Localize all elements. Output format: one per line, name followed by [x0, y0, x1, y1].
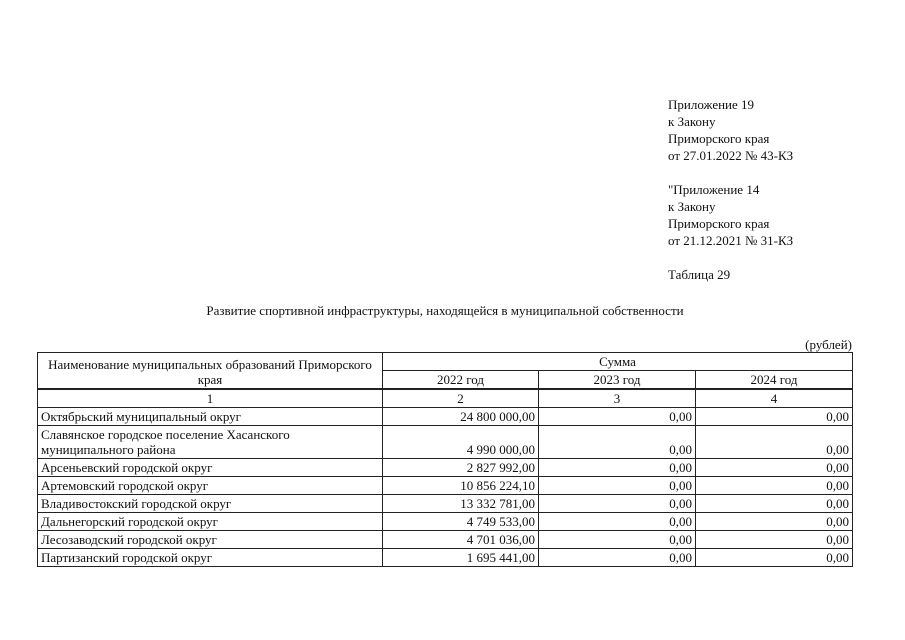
amount-2023: 0,00 — [539, 495, 696, 513]
document-title: Развитие спортивной инфраструктуры, находящейся в муниципальной собственности — [206, 303, 684, 318]
amount-2022: 2 827 992,00 — [383, 459, 539, 477]
prev-appendix-date-number: от 21.12.2021 № 31-КЗ — [668, 233, 794, 248]
amount-2023: 0,00 — [539, 426, 696, 459]
table-row — [38, 495, 853, 513]
municipality-name: Арсеньевский городской округ — [38, 459, 383, 477]
column-number: 3 — [539, 389, 696, 408]
amount-2024: 0,00 — [696, 495, 853, 513]
appendix-date-number: от 27.01.2022 № 43-КЗ — [668, 148, 794, 163]
municipality-name: Партизанский городской округ — [38, 549, 383, 567]
table-row — [38, 477, 853, 495]
appendix-law-ref: к Закону — [668, 114, 716, 129]
amount-2024: 0,00 — [696, 459, 853, 477]
municipality-name: Артемовский городской округ — [38, 477, 383, 495]
table-row — [38, 513, 853, 531]
amount-2024: 0,00 — [696, 549, 853, 567]
appendix-title: Приложение 19 — [668, 97, 755, 112]
amount-2022: 13 332 781,00 — [383, 495, 539, 513]
municipality-name: Владивостокский городской округ — [38, 495, 383, 513]
header-row-top — [38, 353, 853, 371]
header-name: Наименование муниципальных образований Приморского края — [38, 353, 383, 390]
header-year-2024: 2024 год — [696, 371, 853, 390]
header-sum: Сумма — [383, 353, 853, 371]
municipality-name: Октябрьский муниципальный округ — [38, 408, 383, 426]
unit-label: (рублей) — [805, 337, 852, 352]
amount-2022: 4 749 533,00 — [383, 513, 539, 531]
prev-appendix-region: Приморского края — [668, 216, 770, 231]
appendix-block — [668, 96, 793, 283]
table-row — [38, 408, 853, 426]
amount-2023: 0,00 — [539, 513, 696, 531]
header-year-2022: 2022 год — [383, 371, 539, 390]
municipality-name: Лесозаводский городской округ — [38, 531, 383, 549]
amount-2024: 0,00 — [696, 513, 853, 531]
amount-2022: 10 856 224,10 — [383, 477, 539, 495]
prev-appendix-title: "Приложение 14 — [668, 182, 760, 197]
table-row — [38, 459, 853, 477]
table-label: Таблица 29 — [668, 267, 731, 282]
amount-2024: 0,00 — [696, 426, 853, 459]
amount-2023: 0,00 — [539, 477, 696, 495]
amount-2024: 0,00 — [696, 531, 853, 549]
appendix-region: Приморского края — [668, 131, 770, 146]
prev-appendix-law-ref: к Закону — [668, 199, 716, 214]
amount-2023: 0,00 — [539, 408, 696, 426]
amount-2022: 4 990 000,00 — [383, 426, 539, 459]
header-year-2023: 2023 год — [539, 371, 696, 390]
amount-2024: 0,00 — [696, 408, 853, 426]
amount-2023: 0,00 — [539, 549, 696, 567]
municipality-name: Дальнегорский городской округ — [38, 513, 383, 531]
budget-table — [37, 352, 853, 567]
amount-2022: 24 800 000,00 — [383, 408, 539, 426]
column-number: 2 — [383, 389, 539, 408]
column-number: 4 — [696, 389, 853, 408]
table-row — [38, 426, 853, 459]
amount-2023: 0,00 — [539, 531, 696, 549]
column-number: 1 — [38, 389, 383, 408]
municipality-name: Славянское городское поселение Хасанского муниципального района — [38, 426, 383, 459]
amount-2023: 0,00 — [539, 459, 696, 477]
amount-2024: 0,00 — [696, 477, 853, 495]
table-row — [38, 549, 853, 567]
amount-2022: 4 701 036,00 — [383, 531, 539, 549]
table-row — [38, 531, 853, 549]
amount-2022: 1 695 441,00 — [383, 549, 539, 567]
column-numbers-row — [38, 389, 853, 408]
